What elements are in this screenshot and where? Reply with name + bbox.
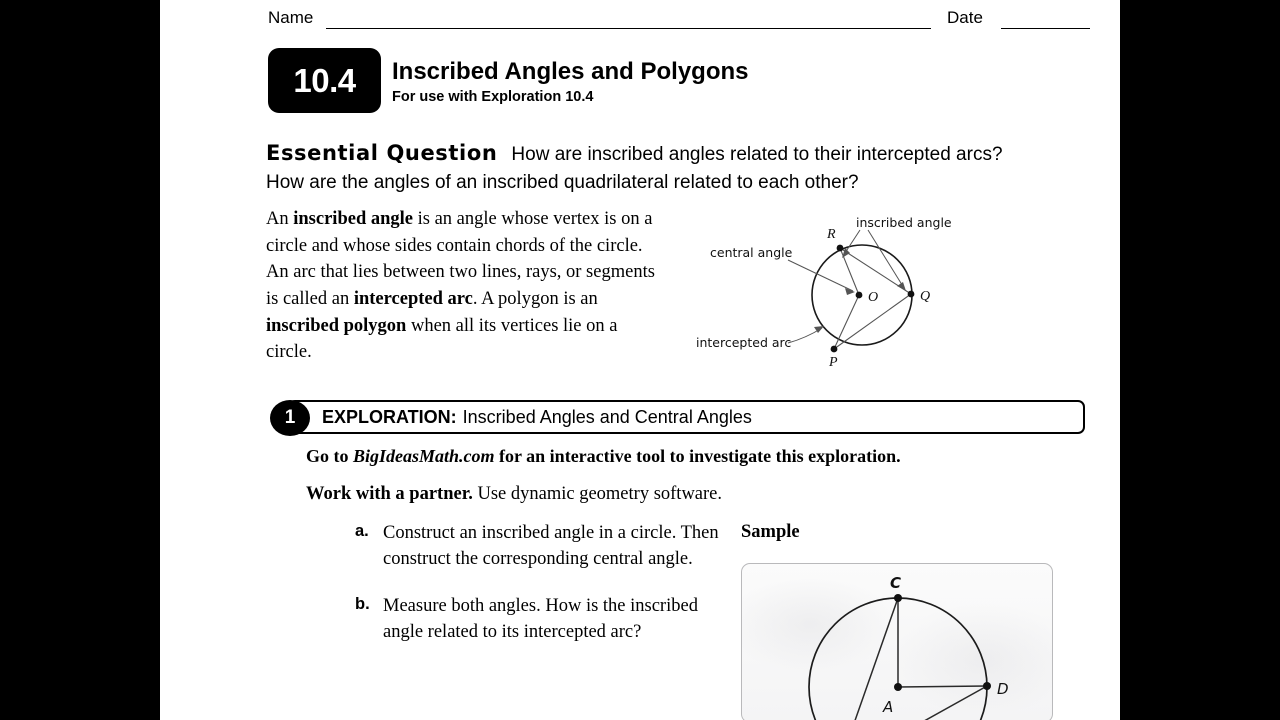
point-Q xyxy=(908,291,915,298)
sample-segment-D-B xyxy=(838,686,987,720)
label-inscribed-angle: inscribed angle xyxy=(856,215,952,230)
intro-text-2: is an angle whose vertex is on a circle and whose sides contain chords of the circle. An arc that lies between two lines, rays, or segments is called an xyxy=(266,209,655,309)
essential-question-body: How are inscribed angles related to their intercepted arcs? How are the angles of an inscribed quadrilateral related to each other? xyxy=(266,144,1003,193)
sample-heading: Sample xyxy=(741,522,800,542)
essential-question xyxy=(266,141,1006,196)
intro-text-1: An xyxy=(266,209,294,229)
intro-paragraph xyxy=(266,206,656,366)
intro-text-3: . A polygon is an xyxy=(472,288,598,309)
term-intercepted-arc: intercepted arc xyxy=(353,288,473,309)
sample-segment-A-D xyxy=(898,686,987,687)
term-inscribed-angle: inscribed angle xyxy=(293,209,413,229)
inscribed-angle-svg xyxy=(690,208,990,368)
step-a-letter: a. xyxy=(355,522,369,540)
leader-central-angle xyxy=(788,260,853,291)
partner-bold: Work with a partner. xyxy=(306,484,473,504)
goto-suffix: for an interactive tool to investigate this exploration. xyxy=(494,446,901,466)
point-P xyxy=(831,346,838,353)
name-write-line[interactable] xyxy=(326,28,931,29)
pillarbox-right xyxy=(1120,0,1280,720)
exploration-title-row xyxy=(322,407,752,428)
lesson-number-badge: 10.4 xyxy=(268,48,381,113)
point-R xyxy=(837,245,844,252)
worksheet-page xyxy=(160,0,1120,720)
inscribed-angle-figure xyxy=(690,208,990,368)
name-label: Name xyxy=(268,8,314,27)
label-point-Q: Q xyxy=(920,289,931,304)
step-a xyxy=(355,521,725,572)
leader-inscribed-angle-2 xyxy=(868,230,904,288)
label-point-P: P xyxy=(829,355,838,368)
segment-O-P xyxy=(834,295,859,349)
exploration-kicker: EXPLORATION: xyxy=(322,407,457,427)
essential-question-heading: Essential Question xyxy=(266,141,498,165)
name-date-row xyxy=(268,8,1088,34)
sample-point-A xyxy=(894,683,902,691)
label-point-R: R xyxy=(827,227,836,242)
sample-point-C xyxy=(894,594,902,602)
sample-label-A: A xyxy=(883,698,894,716)
point-O xyxy=(856,292,863,299)
term-inscribed-polygon: inscribed polygon xyxy=(266,315,407,336)
step-b-letter: b. xyxy=(355,595,370,614)
sample-figure-box xyxy=(741,563,1053,720)
sample-point-D xyxy=(983,682,991,690)
bigideasmath-link[interactable]: BigIdeasMath.com xyxy=(353,446,495,466)
goto-prefix: Go to xyxy=(306,446,353,466)
exploration-title: Inscribed Angles and Central Angles xyxy=(462,407,752,427)
date-write-line[interactable] xyxy=(1001,28,1090,29)
label-point-O: O xyxy=(868,290,879,305)
partner-rest: Use dynamic geometry software. xyxy=(472,484,723,504)
intro-text-4: when all its vertices lie on a circle. xyxy=(266,315,618,363)
exploration-header xyxy=(270,400,1087,436)
pillarbox-left xyxy=(0,0,160,720)
exploration-number-badge: 1 xyxy=(270,400,310,436)
partner-line xyxy=(306,484,722,505)
segment-R-O xyxy=(840,248,859,295)
arrowhead-inscribed-angle-2 xyxy=(897,282,906,291)
sample-label-C: C xyxy=(890,574,902,592)
sample-label-D: D xyxy=(997,680,1009,698)
step-b xyxy=(355,594,725,645)
goto-line xyxy=(306,446,901,467)
step-b-text: Measure both angles. How is the inscribed angle related to its intercepted arc? xyxy=(383,596,698,642)
page-title: Inscribed Angles and Polygons xyxy=(392,58,749,85)
step-a-text: Construct an inscribed angle in a circle. Then construct the corresponding central angle. xyxy=(383,523,719,569)
page-subtitle: For use with Exploration 10.4 xyxy=(392,89,594,105)
date-label: Date xyxy=(947,8,983,27)
exploration-steps xyxy=(355,521,725,661)
label-intercepted-arc: intercepted arc xyxy=(696,335,792,350)
sample-figure-svg xyxy=(742,564,1053,720)
label-central-angle: central angle xyxy=(710,245,793,260)
